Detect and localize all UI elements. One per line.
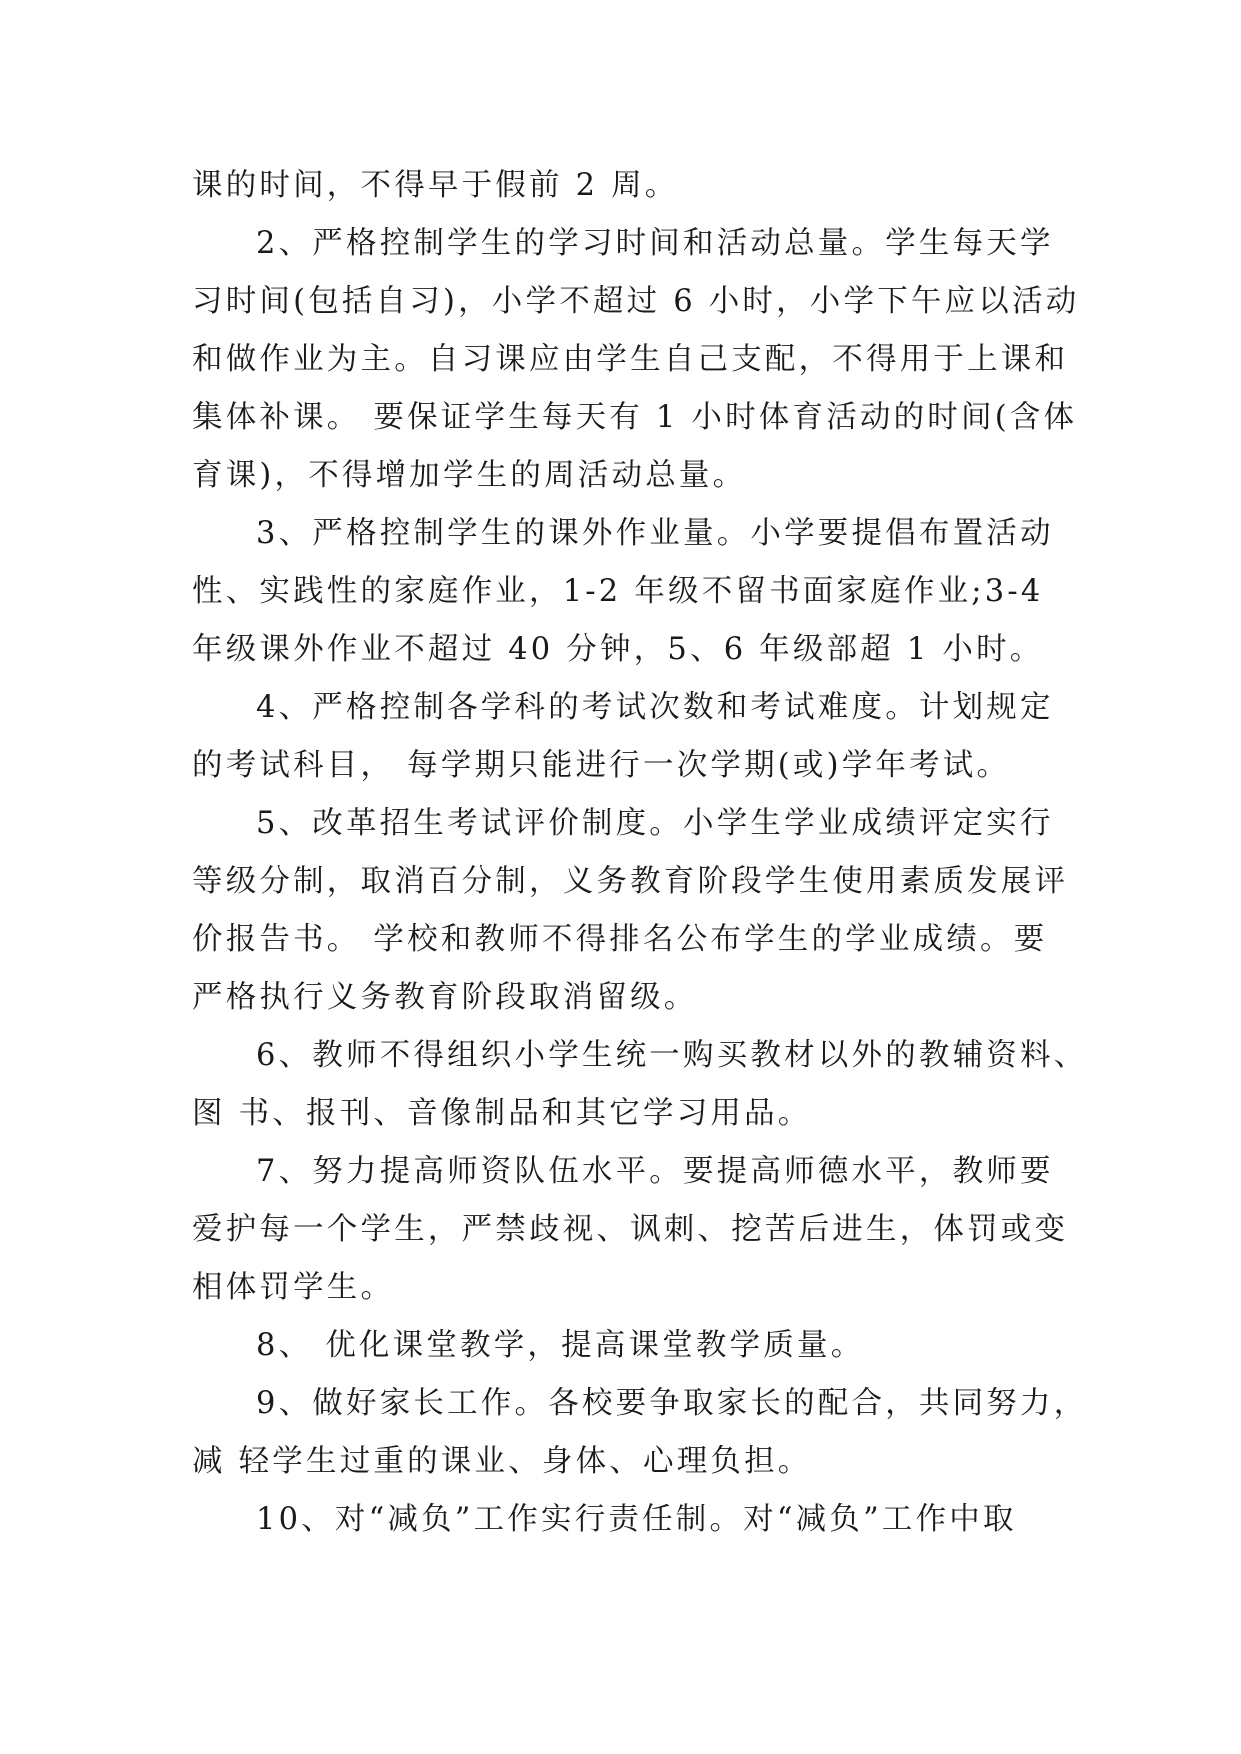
text-line: 图 书、报刊、音像制品和其它学习用品。 [192, 1096, 812, 1131]
text-line: 减 轻学生过重的课业、身体、心理负担。 [192, 1444, 812, 1479]
text-line: 相体罚学生。 [192, 1270, 395, 1305]
text-line: 性、实践性的家庭作业，1-2 年级不留书面家庭作业;3-4 [192, 574, 1044, 609]
text-line: 7、努力提高师资队伍水平。要提高师德水平，教师要 [256, 1154, 1054, 1189]
body-text [192, 157, 1088, 1549]
text-line: 3、严格控制学生的课外作业量。小学要提倡布置活动 [256, 516, 1054, 551]
text-line: 5、改革招生考试评价制度。小学生学业成绩评定实行 [256, 806, 1054, 841]
text-line: 年级课外作业不超过 40 分钟，5、6 年级部超 1 小时。 [192, 632, 1044, 667]
text-line: 8、 优化课堂教学，提高课堂教学质量。 [256, 1328, 865, 1363]
text-line: 等级分制，取消百分制，义务教育阶段学生使用素质发展评 [192, 864, 1069, 899]
text-line: 2、严格控制学生的学习时间和活动总量。学生每天学 [256, 226, 1054, 261]
text-line: 价报告书。 学校和教师不得排名公布学生的学业成绩。要 [192, 922, 1048, 957]
text-line: 习时间(包括自习)，小学不超过 6 小时，小学下午应以活动 [192, 284, 1080, 319]
text-line: 4、严格控制各学科的考试次数和考试难度。计划规定 [256, 690, 1054, 725]
text-line: 的考试科目， 每学期只能进行一次学期(或)学年考试。 [192, 748, 1011, 783]
text-line: 育课)，不得增加学生的周活动总量。 [192, 458, 747, 493]
text-line: 10、对“减负”工作实行责任制。对“减负”工作中取 [256, 1502, 1017, 1537]
text-line: 集体补课。 要保证学生每天有 1 小时体育活动的时间(含体 [192, 400, 1078, 435]
text-line: 课的时间，不得早于假前 2 周。 [192, 168, 679, 203]
text-line: 6、教师不得组织小学生统一购买教材以外的教辅资料、 [256, 1038, 1088, 1073]
text-line: 严格执行义务教育阶段取消留级。 [192, 980, 698, 1015]
text-line: 和做作业为主。自习课应由学生自己支配，不得用于上课和 [192, 342, 1069, 377]
text-line: 爱护每一个学生，严禁歧视、讽刺、挖苦后进生，体罚或变 [192, 1212, 1069, 1247]
text-line: 9、做好家长工作。各校要争取家长的配合，共同努力， [256, 1386, 1088, 1421]
